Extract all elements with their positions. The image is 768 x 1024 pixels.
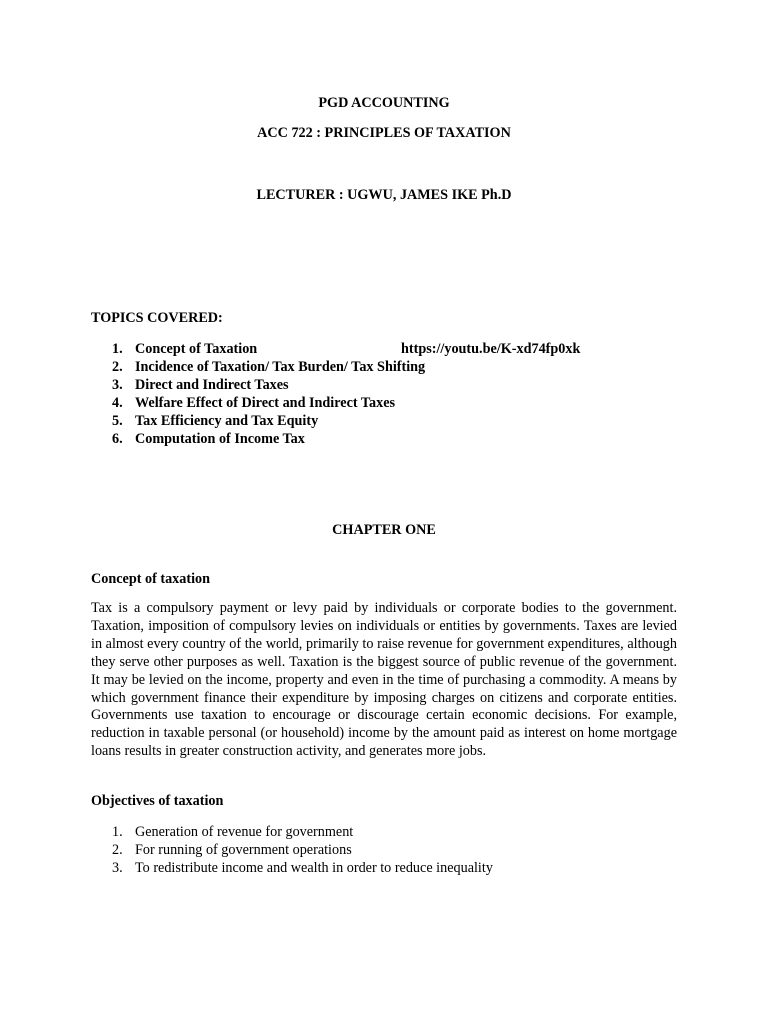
objectives-heading: Objectives of taxation (91, 793, 224, 809)
topic-text: Computation of Income Tax (135, 431, 305, 447)
topic-text: Tax Efficiency and Tax Equity (135, 413, 319, 429)
objective-text: Generation of revenue for government (135, 824, 354, 840)
list-number: 6. (112, 431, 123, 447)
lecturer-line: LECTURER : UGWU, JAMES IKE Ph.D (256, 187, 512, 203)
list-number: 1. (112, 824, 123, 840)
list-number: 4. (112, 395, 123, 411)
topics-heading: TOPICS COVERED: (91, 310, 223, 326)
concept-paragraph: Tax is a compulsory payment or levy paid by individuals or corporate bodies to the government. Taxation, imposition of compulsory levies on individuals or entities by governments. Taxes are levied in almost every country of the world, primarily to raise revenue for government expenditures, although they serve other purposes as well. Taxation is the biggest source of public revenue of the government. It may be levied on the income, property and even in the time of purchasing a commodity. A means by which government finance their expenditure by imposing charges on citizens and corporate entities. Governments use taxation to encourage or discourage certain economic decisions. For example, reduction in taxable personal (or household) income by the amount paid as interest on home mortgage loans results in greater construction activity, and generates more jobs. (91, 600, 677, 760)
list-number: 3. (112, 860, 123, 876)
list-number: 3. (112, 377, 123, 393)
video-link[interactable]: https://youtu.be/K-xd74fp0xk (401, 341, 581, 357)
topic-text: Welfare Effect of Direct and Indirect Taxes (135, 395, 396, 411)
objective-text: To redistribute income and wealth in order to reduce inequality (135, 860, 493, 876)
list-number: 2. (112, 842, 123, 858)
topic-text: Incidence of Taxation/ Tax Burden/ Tax Shifting (135, 359, 426, 375)
list-number: 1. (112, 341, 123, 357)
topic-text: Direct and Indirect Taxes (135, 377, 289, 393)
program-title: PGD ACCOUNTING (318, 95, 450, 111)
list-number: 2. (112, 359, 123, 375)
topic-text: Concept of Taxation (135, 341, 258, 357)
chapter-title: CHAPTER ONE (332, 522, 436, 538)
objective-text: For running of government operations (135, 842, 352, 858)
list-number: 5. (112, 413, 123, 429)
course-title: ACC 722 : PRINCIPLES OF TAXATION (257, 125, 511, 141)
section-heading: Concept of taxation (91, 571, 211, 587)
